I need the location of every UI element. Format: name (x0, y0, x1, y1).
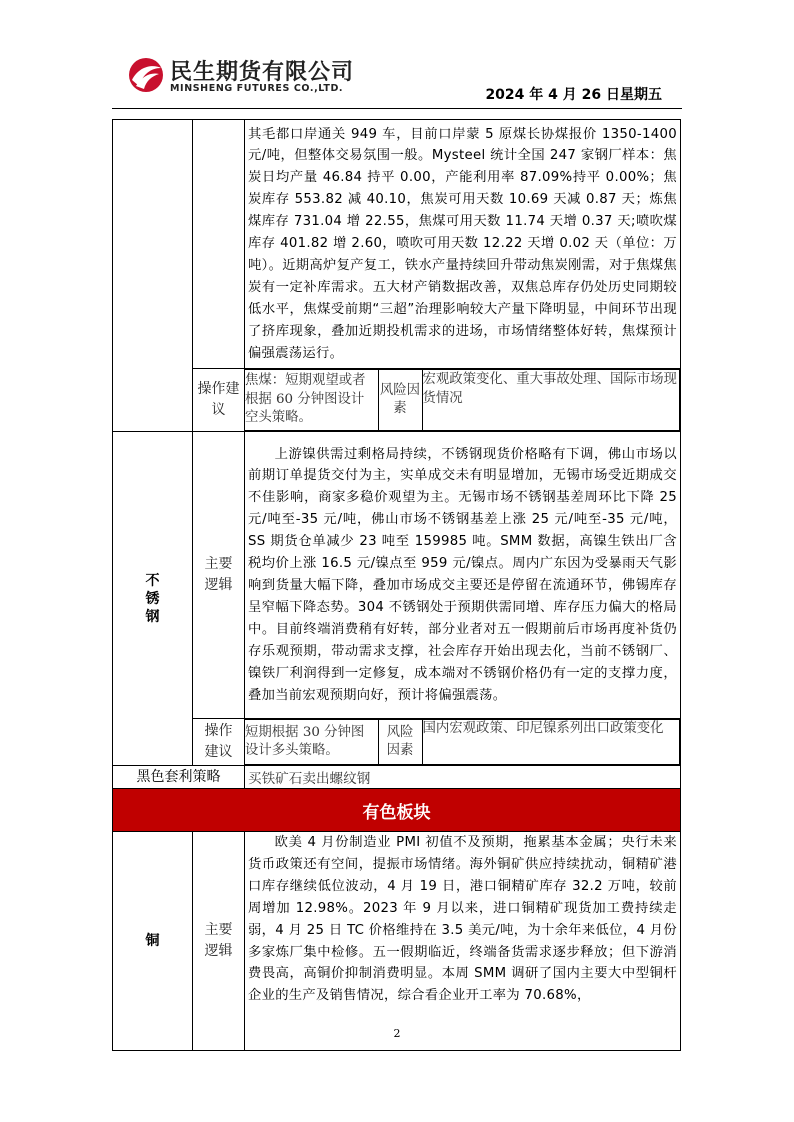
page-header (0, 0, 794, 118)
coke-risk-label: 风险因素 (378, 370, 422, 431)
coke-logic-row (113, 120, 681, 369)
report-date: 2024 年 4 月 26 日星期五 (485, 87, 662, 103)
black-arb-label: 黑色套利策略 (113, 766, 245, 789)
company-name-cn: 民生期货有限公司 (170, 60, 355, 85)
copper-logic-row (113, 832, 681, 1051)
stainless-op-cell (245, 719, 681, 766)
coke-op-text: 焦煤：短期观望或者根据 60 分钟图设计空头策略。 (245, 370, 378, 431)
stainless-logic-label (193, 432, 245, 719)
coke-operation-row (113, 369, 681, 432)
stainless-risk-text: 国内宏观政策、印尼镍系列出口政策变化 (422, 720, 680, 765)
stainless-op-label (193, 719, 245, 766)
minsheng-logo-icon (127, 56, 165, 94)
copper-logic-text: 欧美 4 月份制造业 PMI 初值不及预期，拖累基本金属；央行未来货币政策还有空间，提振市场情绪。海外铜矿供应持续扰动，铜精矿港口库存继续低位波动，4 月 19 日，港口铜精矿库存 32.2 万吨，较前周增加 12.98%。2023 年 9 月以来，进口铜精矿现货加工费持续走弱，4 月 25 日 TC 价格维持在 3.5 美元/吨，为十余年来低位，4 月份多家炼厂集中检修。五一假期临近，终端备货需求逐步释放；但下游消费畏高，高铜价抑制消费明显。本周 SMM 调研了国内主要大中型铜杆企业的生产及销售情况，综合看企业开工率为 70.68%， (245, 832, 681, 1051)
header-divider (112, 108, 682, 109)
stainless-op-subtable (245, 719, 680, 765)
black-arb-text: 买铁矿石卖出螺纹钢 (245, 766, 681, 789)
copper-logic-label (193, 832, 245, 1051)
stainless-risk-label (378, 720, 422, 765)
stainless-risk-label-text: 风险因素 (386, 724, 414, 758)
company-name-en: MINSHENG FUTURES CO.,LTD. (170, 83, 344, 94)
coke-op-subtable (245, 369, 680, 431)
copper-logic-label-text: 主要逻辑 (204, 922, 233, 959)
coke-op-cell (245, 369, 681, 432)
stainless-logic-text: 上游镍供需过剩格局持续，不锈钢现货价格略有下调，佛山市场以前期订单提货交付为主，实单成交未有明显增加，无锡市场受近期成交不佳影响，商家多稳价观望为主。无锡市场不锈钢基差周环比下降 25 元/吨至-35 元/吨，佛山市场不锈钢基差上涨 25 元/吨至-35 元/吨，SS 期货仓单减少 23 吨至 159985 吨。SMM 数据，高镍生铁出厂含税均价上涨 16.5 元/镍点至 959 元/镍点。周内广东因为受暴雨天气影响到货量大幅下降，叠加市场成交主要还是停留在流通环节，佛锡库存呈窄幅下降态势。304 不锈钢处于预期供需同增、库存压力偏大的格局中。目前终端消费稍有好转，部分业者对五一假期前后市场再度补货仍存乐观预期，带动需求支撑，社会库存开始出现去化，当前不锈钢厂、镍铁厂利润得到一定修复，成本端对不锈钢价格仍有一定的支撑力度，叠加当前宏观预期向好，预计将偏强震荡。 (245, 432, 681, 719)
copper-category: 铜 (113, 832, 193, 1051)
black-arb-row (113, 766, 681, 789)
stainless-op-label-text: 操作建议 (204, 723, 233, 760)
stainless-logic-row (113, 432, 681, 719)
stainless-operation-row (113, 719, 681, 766)
page-number: 2 (393, 1027, 401, 1040)
coke-op-label: 操作建议 (193, 369, 245, 432)
nonferrous-section-row (113, 789, 681, 832)
strategy-table (112, 119, 681, 1051)
coke-risk-text: 宏观政策变化、重大事故处理、国际市场现货情况 (422, 370, 680, 431)
coke-logic-label-cell (193, 120, 245, 369)
coke-category-cell (113, 120, 193, 432)
stainless-op-text: 短期根据 30 分钟图设计多头策略。 (245, 720, 378, 765)
stainless-logic-label-text: 主要逻辑 (204, 556, 233, 593)
stainless-category (113, 432, 193, 766)
coke-logic-text: 其毛都口岸通关 949 车，目前口岸蒙 5 原煤长协煤报价 1350-1400 元/吨，但整体交易氛围一般。Mysteel 统计全国 247 家钢厂样本：焦炭日均产量 46.84 持平 0.00，产能利用率 87.09%持平 0.00%；焦炭库存 553.82 减 40.10，焦炭可用天数 10.69 天减 0.87 天；炼焦煤库存 731.04 增 22.55，焦煤可用天数 11.74 天增 0.37 天;喷吹煤库存 401.82 增 2.60，喷吹可用天数 12.22 天增 0.02 天（单位：万吨）。近期高炉复产复工，铁水产量持续回升带动焦炭刚需，对于焦煤焦炭有一定补库需求。五大材产销数据改善，双焦总库存仍处历史同期较低水平，焦煤受前期“三超”治理影响较大产量下降明显，中间环节出现了挤库现象，叠加近期投机需求的进场，市场情绪整体好转，焦煤预计偏强震荡运行。 (245, 120, 681, 369)
stainless-category-label: 不锈钢 (145, 572, 160, 625)
section-title: 有色板块 (113, 789, 681, 832)
